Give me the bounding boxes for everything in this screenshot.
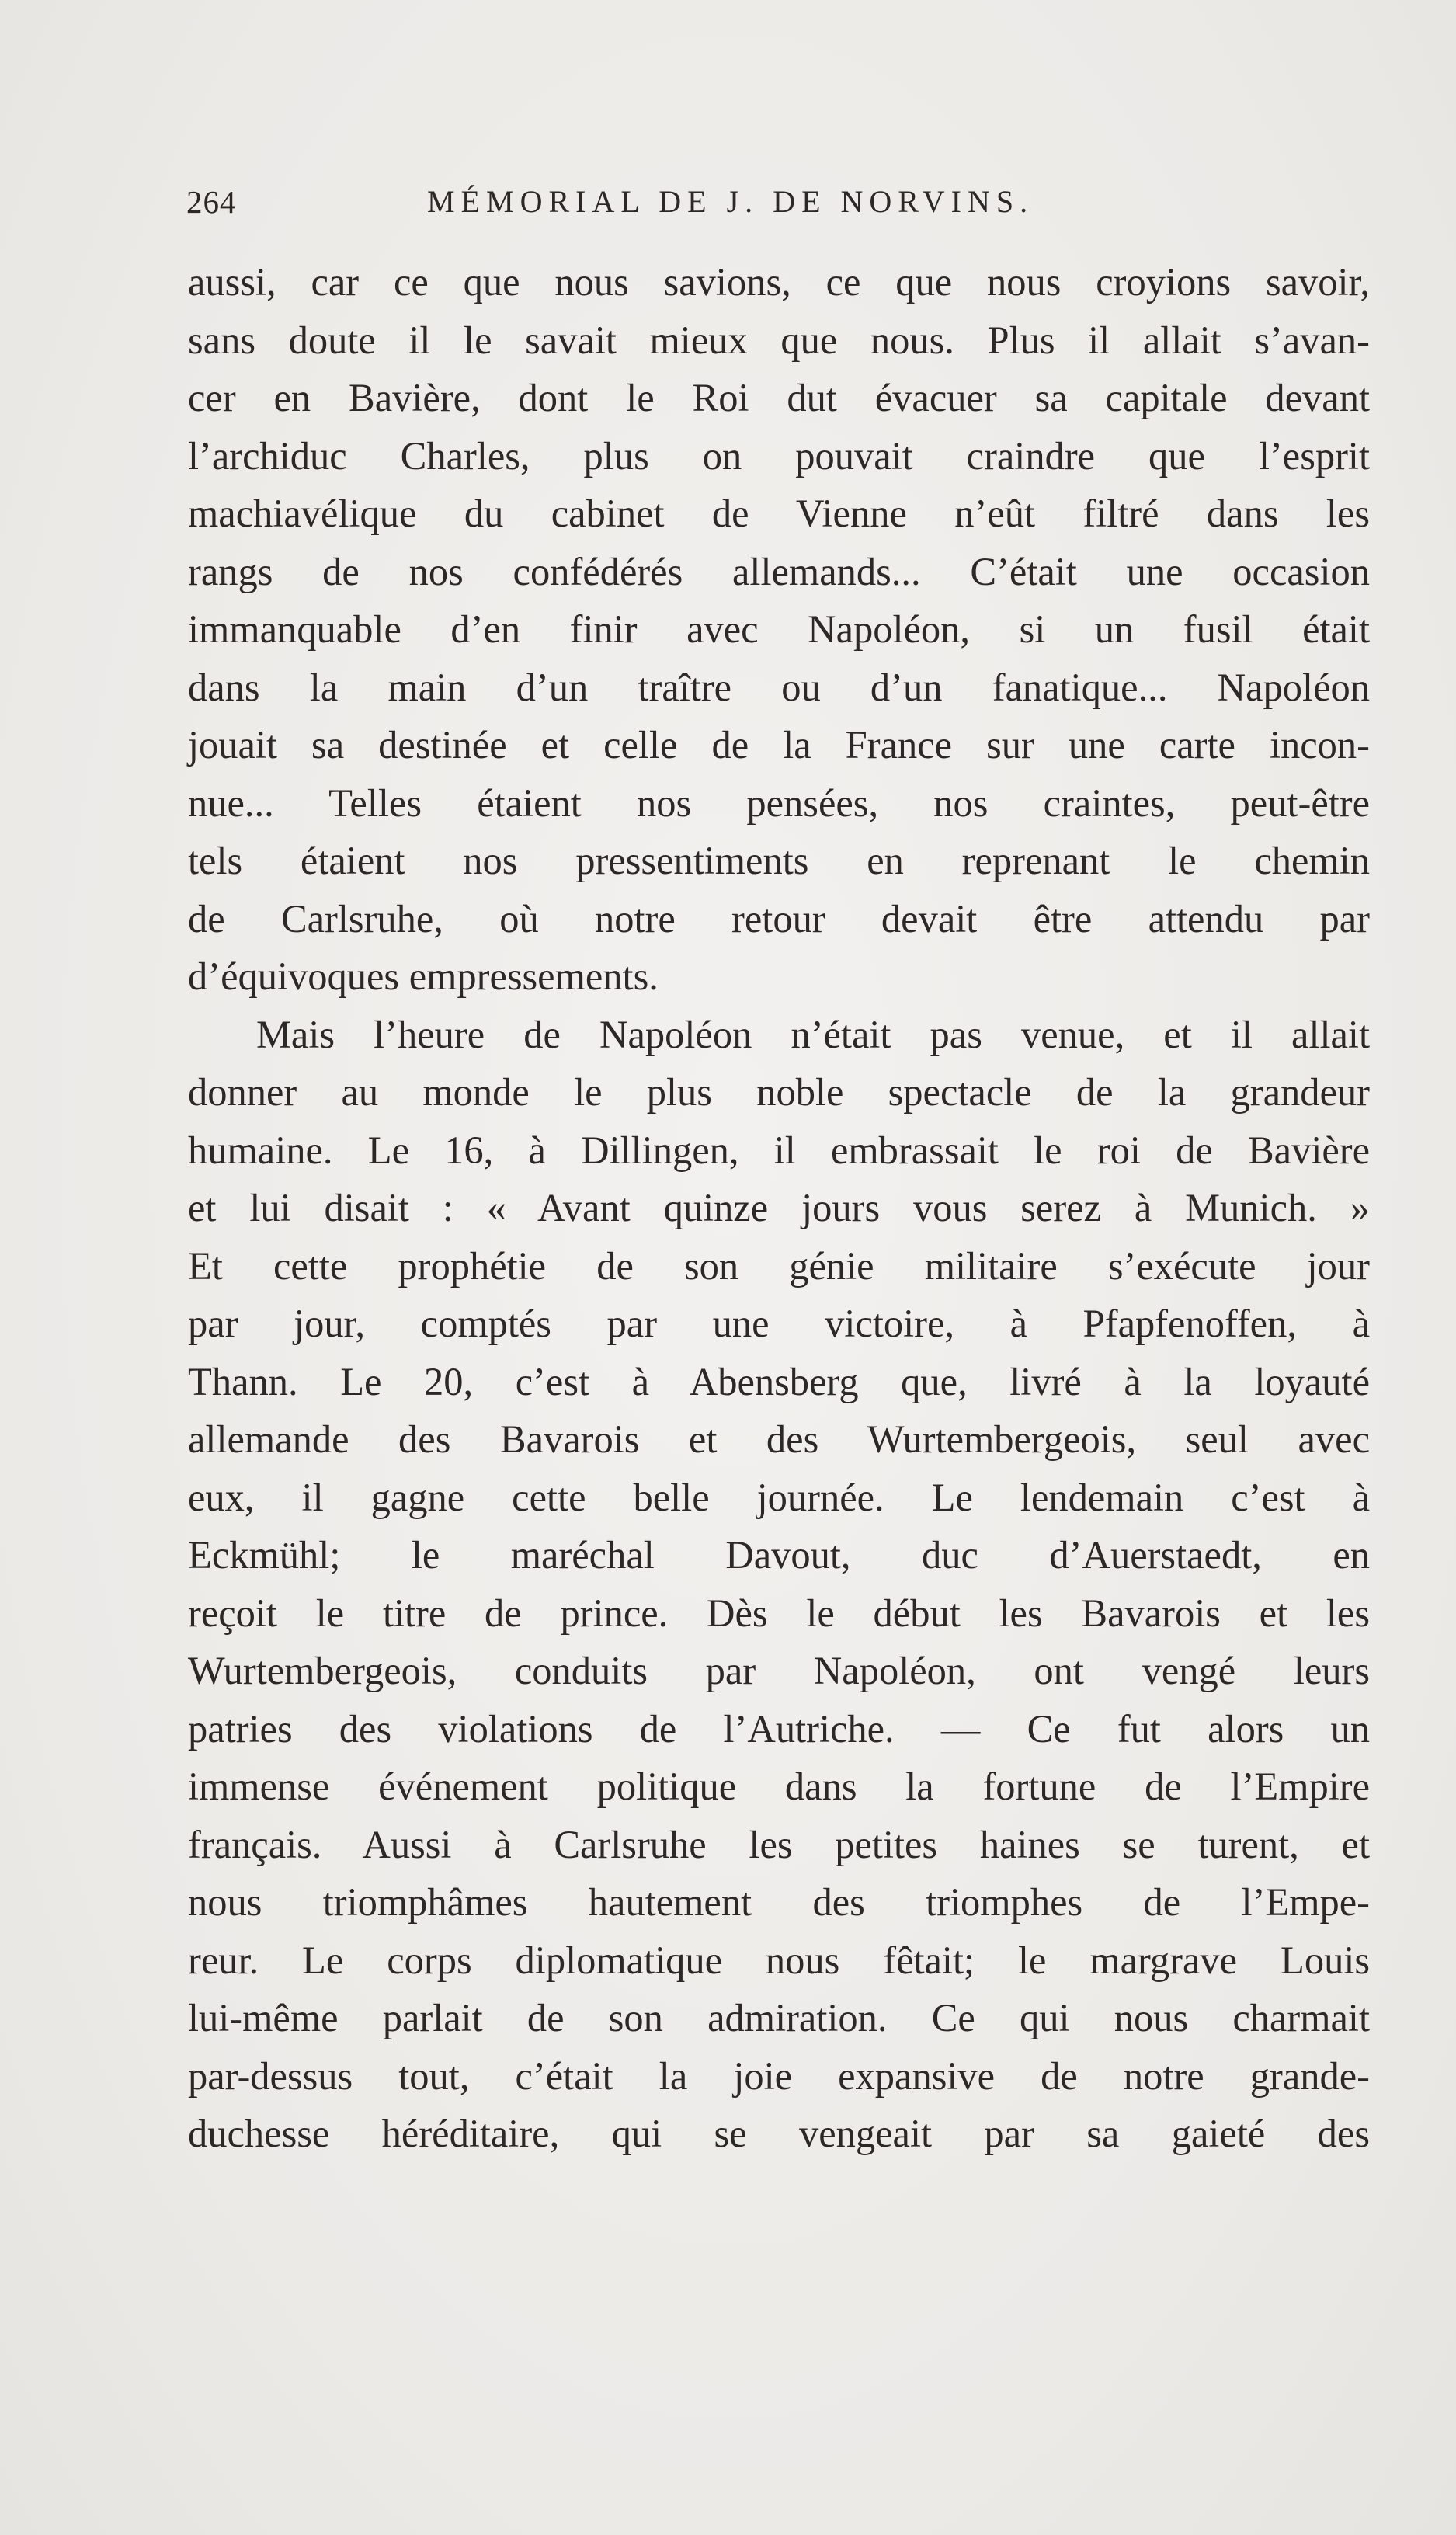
text-line: dans la main d’un traître ou d’un fanatique... Napoléon <box>188 665 1370 709</box>
text-line: français. Aussi à Carlsruhe les petites haines se turent, et <box>188 1822 1370 1866</box>
page-number: 264 <box>186 184 237 220</box>
text-line: cer en Bavière, dont le Roi dut évacuer sa capitale devant <box>188 376 1370 419</box>
text-line: machiavélique du cabinet de Vienne n’eût filtré dans les <box>188 492 1370 535</box>
text-line: aussi, car ce que nous savions, ce que nous croyions savoir, <box>188 260 1370 304</box>
text-line: d’équivoques empressements. <box>188 955 659 998</box>
text-line: Et cette prophétie de son génie militaire s’exécute jour <box>188 1243 1370 1288</box>
text-line: nue... Telles étaient nos pensées, nos craintes, peut-être <box>188 781 1370 825</box>
text-line: de Carlsruhe, où notre retour devait être attendu par <box>188 896 1370 941</box>
text-line: humaine. Le 16, à Dillingen, il embrassait le roi de Bavière <box>188 1128 1370 1172</box>
text-line: reur. Le corps diplomatique nous fêtait; le margrave Louis <box>188 1938 1370 1982</box>
text-line: sans doute il le savait mieux que nous. Plus il allait s’avan- <box>188 318 1370 362</box>
text-line: donner au monde le plus noble spectacle de la grandeur <box>188 1070 1370 1114</box>
text-line: Wurtembergeois, conduits par Napoléon, ont vengé leurs <box>188 1649 1370 1692</box>
text-line: Thann. Le 20, c’est à Abensberg que, livré à la loyauté <box>188 1359 1370 1403</box>
text-line: immanquable d’en finir avec Napoléon, si un fusil était <box>188 607 1370 651</box>
body-text <box>188 253 1370 2163</box>
text-line: par jour, comptés par une victoire, à Pfapfenoffen, à <box>188 1302 1370 1345</box>
text-line: allemande des Bavarois et des Wurtembergeois, seul avec <box>188 1417 1370 1461</box>
text-line: et lui disait : « Avant quinze jours vous serez à Munich. » <box>188 1186 1370 1229</box>
text-line: lui-même parlait de son admiration. Ce qui nous charmait <box>188 1996 1370 2039</box>
text-line: jouait sa destinée et celle de la France sur une carte incon- <box>188 723 1370 767</box>
text-line: par-dessus tout, c’était la joie expansive de notre grande- <box>188 2053 1370 2098</box>
running-title: MÉMORIAL DE J. DE NORVINS. <box>427 184 1034 219</box>
text-line: patries des violations de l’Autriche. — Ce fut alors un <box>188 1706 1370 1751</box>
text-line: reçoit le titre de prince. Dès le début les Bavarois et les <box>188 1591 1370 1635</box>
text-line: tels étaient nos pressentiments en reprenant le chemin <box>188 839 1370 882</box>
text-line: Eckmühl; le maréchal Davout, duc d’Auerstaedt, en <box>188 1533 1370 1577</box>
text-line: eux, il gagne cette belle journée. Le lendemain c’est à <box>188 1475 1370 1519</box>
text-line: rangs de nos confédérés allemands... C’était une occasion <box>188 549 1370 593</box>
text-line: duchesse héréditaire, qui se vengeait par sa gaieté des <box>188 2112 1370 2155</box>
text-line: Mais l’heure de Napoléon n’était pas venue, et il allait <box>256 1012 1370 1056</box>
text-line: l’archiduc Charles, plus on pouvait craindre que l’esprit <box>188 433 1370 478</box>
text-line: immense événement politique dans la fortune de l’Empire <box>188 1765 1370 1808</box>
running-head <box>186 183 1312 230</box>
text-line: nous triomphâmes hautement des triomphes de l’Empe- <box>188 1880 1370 1924</box>
